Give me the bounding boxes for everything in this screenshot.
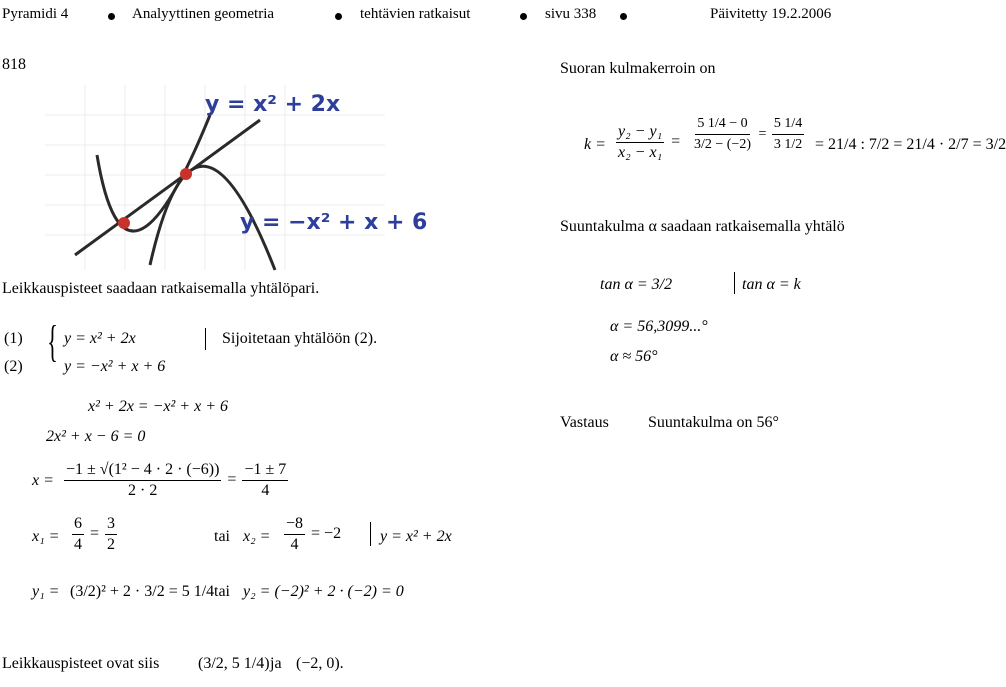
- tan-k-note: tan α = k: [742, 276, 801, 293]
- y1-expression: (3/2)² + 2 · 3/2 = 5 1/4: [70, 583, 215, 600]
- bullet-dot: [108, 13, 115, 20]
- graph-label-lower-parabola: y = −x² + x + 6: [240, 210, 428, 235]
- bullet-dot: [335, 13, 342, 20]
- slope-formula: $\frac{\text{y₂ − y₁}}{\text{x₂ − x₁}}$ =: [618, 123, 681, 161]
- header-subject: Analyyttinen geometria: [132, 6, 275, 22]
- quadratic-formula: [62, 460, 290, 501]
- separator-bar: [734, 272, 735, 294]
- y-function-note: y = x² + 2x: [380, 528, 452, 545]
- intersection-point: [180, 168, 192, 180]
- equation-step-2: 2x² + x − 6 = 0: [46, 428, 146, 445]
- x2-result: = −2: [311, 525, 342, 543]
- problem-number: 818: [2, 56, 26, 73]
- slope-denominator-simplified: 3 1/2: [773, 137, 803, 152]
- header-section: tehtävien ratkaisut: [360, 6, 471, 22]
- conclusion-text: Leikkauspisteet ovat siis: [2, 655, 160, 672]
- x2-numerator: −8: [284, 514, 305, 535]
- x-label: x =: [32, 472, 54, 489]
- quadratic-denominator: 2 · 2: [128, 482, 158, 499]
- equation-step-1: x² + 2x = −x² + x + 6: [88, 398, 228, 415]
- separator-bar: [205, 328, 206, 350]
- graph-label-upper-parabola: y = x² + 2x: [205, 92, 341, 117]
- tan-equation: tan α = 3/2: [600, 276, 673, 293]
- slope-intro: Suoran kulmakerroin on: [560, 60, 716, 77]
- x2-label: x₂ =: [243, 528, 271, 545]
- slope-denominator-values: 3/2 − (−2): [694, 137, 752, 152]
- eq1: y = x² + 2x: [64, 330, 136, 347]
- slope-result: = 21/4 : 7/2 = 21/4 · 2/7 = 3/2: [815, 136, 1006, 153]
- intersection-point-2: (−2, 0).: [296, 655, 344, 672]
- slope-substituted: $\frac{5 1/4 - 0}{3/2 - (-2)}$ = $\frac{5 1/4}{3 1/2}$: [690, 114, 806, 155]
- x1-label: x₁ =: [32, 528, 60, 545]
- answer-label: Vastaus: [560, 414, 609, 431]
- slope-numerator-values: 5 1/4 − 0: [695, 114, 749, 135]
- eq2: y = −x² + x + 6: [64, 358, 166, 375]
- or-word: tai: [214, 583, 230, 600]
- quadratic-numerator-simplified: −1 ± 7: [242, 460, 288, 481]
- intersection-point-1: (3/2, 5 1/4): [198, 655, 270, 672]
- intersection-point: [118, 217, 130, 229]
- system-brace: {: [47, 317, 58, 366]
- separator-bar: [370, 522, 371, 546]
- x1-numerator: 6: [72, 514, 84, 535]
- header-page: sivu 338: [545, 6, 597, 22]
- header-title: Pyramidi 4: [2, 6, 69, 22]
- k-label: k =: [584, 136, 606, 153]
- angle-intro: Suuntakulma α saadaan ratkaisemalla yhtälö: [560, 218, 845, 235]
- slope-denominator: x₂ − x₁: [618, 144, 663, 161]
- answer-text: Suuntakulma on 56°: [648, 414, 779, 431]
- x2-denominator: 4: [290, 536, 299, 553]
- bullet-dot: [620, 13, 627, 20]
- system-intro: Leikkauspisteet saadaan ratkaisemalla yhtälöpari.: [2, 280, 320, 297]
- alpha-exact: α = 56,3099...°: [610, 318, 708, 335]
- quadratic-denominator-simplified: 4: [261, 482, 270, 499]
- eq2-tag: (2): [4, 358, 23, 375]
- equals-sign: =: [227, 471, 237, 489]
- slope-numerator: y₂ − y₁: [616, 122, 664, 143]
- conjunction-and: ja: [270, 655, 282, 672]
- slope-numerator-simplified: 5 1/4: [772, 114, 804, 135]
- y2-expression: y₂ = (−2)² + 2 · (−2) = 0: [243, 583, 404, 600]
- x1-denominator-reduced: 2: [107, 536, 116, 553]
- quadratic-numerator: −1 ± √(1² − 4 · 2 · (−6)): [64, 460, 221, 481]
- x1-denominator: 4: [74, 536, 82, 553]
- x1-numerator-reduced: 3: [105, 514, 117, 535]
- alpha-rounded: α ≈ 56°: [610, 348, 658, 365]
- or-word: tai: [214, 528, 230, 545]
- x2-value: [282, 514, 341, 555]
- header-updated: Päivitetty 19.2.2006: [710, 6, 832, 22]
- substitution-note: Sijoitetaan yhtälöön (2).: [222, 330, 378, 347]
- x1-value: $\frac{6}{4}$ = $\frac{3}{2}$: [74, 515, 116, 553]
- y1-label: y₁ =: [32, 583, 60, 600]
- eq1-tag: (1): [4, 330, 23, 347]
- bullet-dot: [520, 13, 527, 20]
